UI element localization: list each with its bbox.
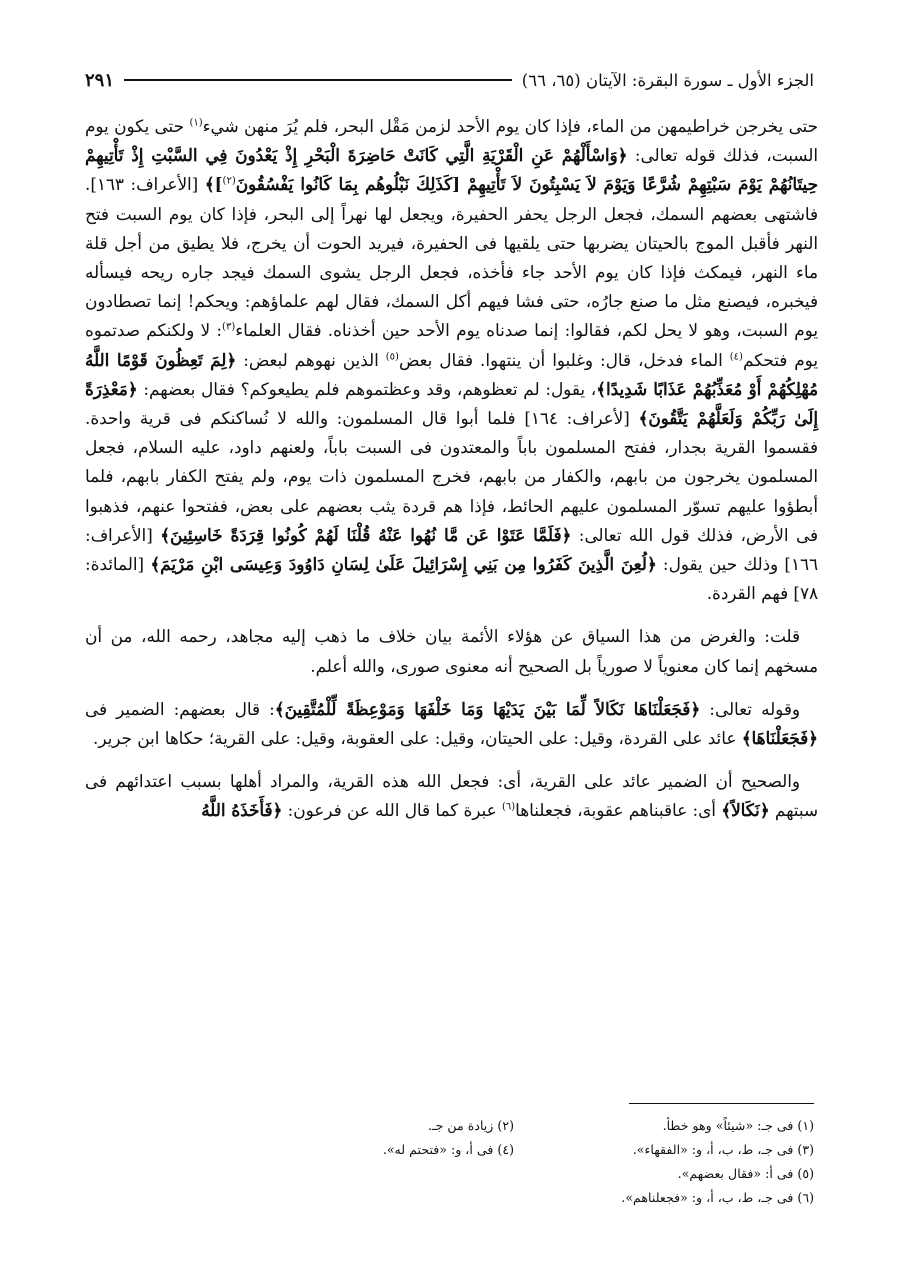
footnote-1: (١) فى جـ: «شيئاً» وهو خطأ. <box>662 1118 814 1133</box>
footnote-separator <box>629 1103 814 1104</box>
footnote-4: (٤) فى أ، و: «فتحتم له». <box>382 1142 514 1157</box>
text-run: قلت: والغرض من هذا السياق عن هؤلاء الأئمة بيان خلاف ما ذهب إليه مجاهد، رحمه الله، من أن مسخهم إنما كان معنوياً لا صورياً بل الصحيح أنه معنوى صورى، والله أعلم. <box>85 626 818 676</box>
footnote-2: (٢) زيادة من جـ. <box>427 1118 514 1133</box>
text-run: [الأعراف: ١٦٣]. فاشتهى بعضهم السمك، فجعل الرجل يحفر الحفيرة، ويجعل لها نهراً إلى البحر، فإذا كان يوم السبت فتح النهر فأقبل الموج بالحيتان يضربها حتى يلقيها فى الحفيرة، فيريد الحوت أن يخرج، فلا يطيق من أجل قلة ماء النهر، فيمكث فإذا كان يوم الأحد جاء فأخذه، فجعل الرجل يشوى السمك فيجد جاره ريحه فيسأله فيخبره، فيصنع مثل ما صنع جارُه، حتى فشا فيهم أكل السمك، فقال لهم علماؤهم: ويحكم! إنما تصطادون يوم السبت، وهو لا يحل لكم، فقالوا: إنما صدناه يوم الأحد حين أخذناه. فقال العلماء <box>85 174 818 341</box>
paragraph-1 <box>85 112 818 608</box>
footnote-ref: (٥) <box>385 351 399 363</box>
footnote-ref: (٣) <box>222 321 236 333</box>
text-run: والصحيح أن الضمير عائد على القرية، أى: فجعل الله هذه القرية، والمراد أهلها بسبب اعتدائهم فى سبتهم <box>85 771 818 821</box>
footnote-ref: (٤) <box>729 351 743 363</box>
footnote-ref: (٦) <box>501 801 516 813</box>
main-text <box>85 112 818 826</box>
quran-quote: ﴿لِمَ تَعِظُونَ قَوْمًا اللَّهُ مُهْلِكُهُمْ أَوْ مُعَذِّبُهُمْ عَذَابًا شَدِيدًا﴾ <box>85 349 818 399</box>
footnote-3: (٣) فى جـ، ط، ب، أ، و: «الفقهاء». <box>632 1142 814 1157</box>
text-run: وقوله تعالى: <box>700 698 800 719</box>
quran-quote: ﴿فَلَمَّا عَتَوْا عَن مَّا نُهُوا عَنْهُ قُلْنَا لَهُمْ كُونُوا قِرَدَةً خَاسِئِينَ﴾ <box>160 524 572 545</box>
text-run: ، يقول: لم تعظوهم، وقد وعظتموهم فلم يطيعوكم؟ فقال بعضهم: <box>137 378 597 399</box>
quran-quote: ﴿فَجَعَلْنَاهَا نَكَالاً لِّمَا بَيْنَ يَدَيْهَا وَمَا خَلْفَهَا وَمَوْعِظَةً لِّلْمُتَّقِينَ﴾ <box>274 698 701 719</box>
footnote-6: (٦) فى جـ، ط، ب، أ، و: «فجعلناهم». <box>621 1190 814 1205</box>
quran-quote: ﴿فَجَعَلْنَاهَا﴾ <box>741 728 818 749</box>
text-run: أى: عاقبناهم عقوبة، فجعلناها <box>515 800 722 821</box>
paragraph-3 <box>85 695 818 753</box>
footnote-ref: (١) <box>189 117 203 129</box>
running-header <box>85 66 814 94</box>
quran-quote-end: ]﴾ <box>204 174 223 195</box>
text-run: [الأعراف: ١٦٦] وذلك حين يقول: <box>85 524 818 575</box>
text-run: : قال بعضهم: الضمير فى <box>85 698 275 719</box>
footnotes <box>254 1114 814 1210</box>
quran-quote: ﴿لُعِنَ الَّذِينَ كَفَرُوا مِن بَنِي إِسْرَائِيلَ عَلَىٰ لِسَانِ دَاوُودَ وَعِيسَى ابْنِ مَرْيَمَ﴾ <box>150 554 657 575</box>
quran-quote: ﴿فَأَخَذَهُ اللَّهُ <box>201 800 283 821</box>
paragraph-4 <box>85 767 818 825</box>
quran-quote: ﴿مَعْذِرَةً إِلَىٰ رَبِّكُمْ وَلَعَلَّهُمْ يَتَّقُونَ﴾ <box>85 378 818 429</box>
footnote-ref: (٢) <box>222 175 236 187</box>
text-run: [لأعراف: ١٦٤] فلما أبوا قال المسلمون: والله لا نُساكنكم فى قرية واحدة. فقسموا القرية بجدار، ففتح المسلمون باباً والمعتدون فى السبت باباً، ولعنهم داود، عليه السلام، فجعل المسلمون يخرجون من بابهم، والكفار من بابهم، فخرج المسلمون ذات يوم، ولم يفتح الكفار بابهم، فلما أبطؤوا عليهم تسوّر المسلمون عليهم الحائط، فإذا هم قردة يثب بعضهم على بعض، ففتحوا عنهم، فذهبوا فى الأرض، فذلك قول الله تعالى: <box>85 408 818 545</box>
header-title: الجزء الأول ـ سورة البقرة: الآيتان (٦٥، ٦٦) <box>521 70 814 90</box>
paragraph-2 <box>85 622 818 680</box>
quran-quote: ﴿وَاسْأَلْهُمْ عَنِ الْقَرْيَةِ الَّتِي كَانَتْ حَاضِرَةَ الْبَحْرِ إِذْ يَعْدُونَ فِي السَّبْتِ إِذْ تَأْتِيهِمْ حِيتَانُهُمْ يَوْمَ سَبْتِهِمْ شُرَّعًا وَيَوْمَ لاَ يَسْبِتُونَ لاَ تَأْتِيهِمْ [كَذَلِكَ نَبْلُوهُم بِمَا كَانُوا يَفْسُقُونَ <box>85 145 818 195</box>
text-run: حتى يكون يوم السبت، فذلك قوله تعالى: <box>85 116 819 166</box>
text-run: عبرة كما قال الله عن فرعون: <box>282 800 502 821</box>
header-rule <box>124 79 512 81</box>
text-run: عائد على القردة، وقيل: على الحيتان، وقيل: على العقوبة، وقيل: على القرية؛ حكاها ابن جرير. <box>93 728 742 749</box>
text-run: : لا ولكنكم صدتموه يوم فتحكم <box>85 320 819 370</box>
text-run: الماء فدخل، قال: وغلبوا أن ينتهوا. فقال بعض <box>398 349 730 370</box>
footnote-5: (٥) فى أ: «فقال بعضهم». <box>677 1166 814 1181</box>
page-number: ٢٩١ <box>85 69 115 91</box>
text-run: حتى يخرجن خراطيمهن من الماء، فإذا كان يوم الأحد لزمن مَقْل البحر، فلم يُرَ منهن شيء <box>202 116 818 136</box>
text-run: الذين نهوهم لبعض: <box>236 349 386 370</box>
text-run: [المائدة: ٧٨] فهم القردة. <box>85 554 818 604</box>
quran-quote: ﴿نَكَالاً﴾ <box>721 800 770 821</box>
